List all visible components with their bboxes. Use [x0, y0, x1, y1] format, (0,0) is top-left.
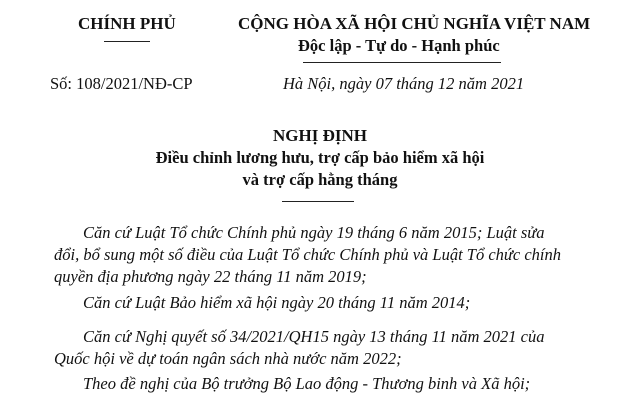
- title-underline: [282, 201, 354, 202]
- preamble-proposal: [54, 373, 568, 395]
- place-and-date: Hà Nội, ngày 07 tháng 12 năm 2021: [283, 74, 525, 93]
- paragraph-line: đổi, bổ sung một số điều của Luật Tổ chức Chính phủ và Luật Tổ chức chính: [54, 245, 562, 264]
- paragraph-line: Căn cứ Luật Bảo hiểm xã hội ngày 20 tháng 11 năm 2014;: [83, 293, 471, 312]
- document-number: Số: 108/2021/NĐ-CP: [50, 74, 193, 93]
- paragraph-line: Quốc hội về dự toán ngân sách nhà nước năm 2022;: [54, 349, 402, 368]
- agency-underline: [104, 41, 150, 42]
- preamble-basis-social-insurance-law: [54, 292, 568, 314]
- motto-underline: [303, 62, 501, 63]
- preamble-basis-resolution: [54, 326, 568, 370]
- document-type: NGHỊ ĐỊNH: [273, 126, 367, 145]
- paragraph-line: quyền địa phương ngày 22 tháng 11 năm 2019;: [54, 267, 367, 286]
- paragraph-line: Căn cứ Luật Tổ chức Chính phủ ngày 19 tháng 6 năm 2015; Luật sửa: [83, 223, 545, 242]
- document-title-line-1: Điều chỉnh lương hưu, trợ cấp bảo hiểm xã hội: [155, 148, 485, 167]
- preamble-basis-government-law: [54, 222, 568, 288]
- document-title-line-2: và trợ cấp hằng tháng: [242, 170, 398, 189]
- country-name: CỘNG HÒA XÃ HỘI CHỦ NGHĨA VIỆT NAM: [238, 14, 591, 33]
- national-motto: Độc lập - Tự do - Hạnh phúc: [298, 36, 500, 55]
- issuing-agency: CHÍNH PHỦ: [78, 14, 176, 33]
- paragraph-line: Căn cứ Nghị quyết số 34/2021/QH15 ngày 13 tháng 11 năm 2021 của: [83, 327, 545, 346]
- paragraph-line: Theo đề nghị của Bộ trưởng Bộ Lao động - Thương binh và Xã hội;: [83, 374, 531, 393]
